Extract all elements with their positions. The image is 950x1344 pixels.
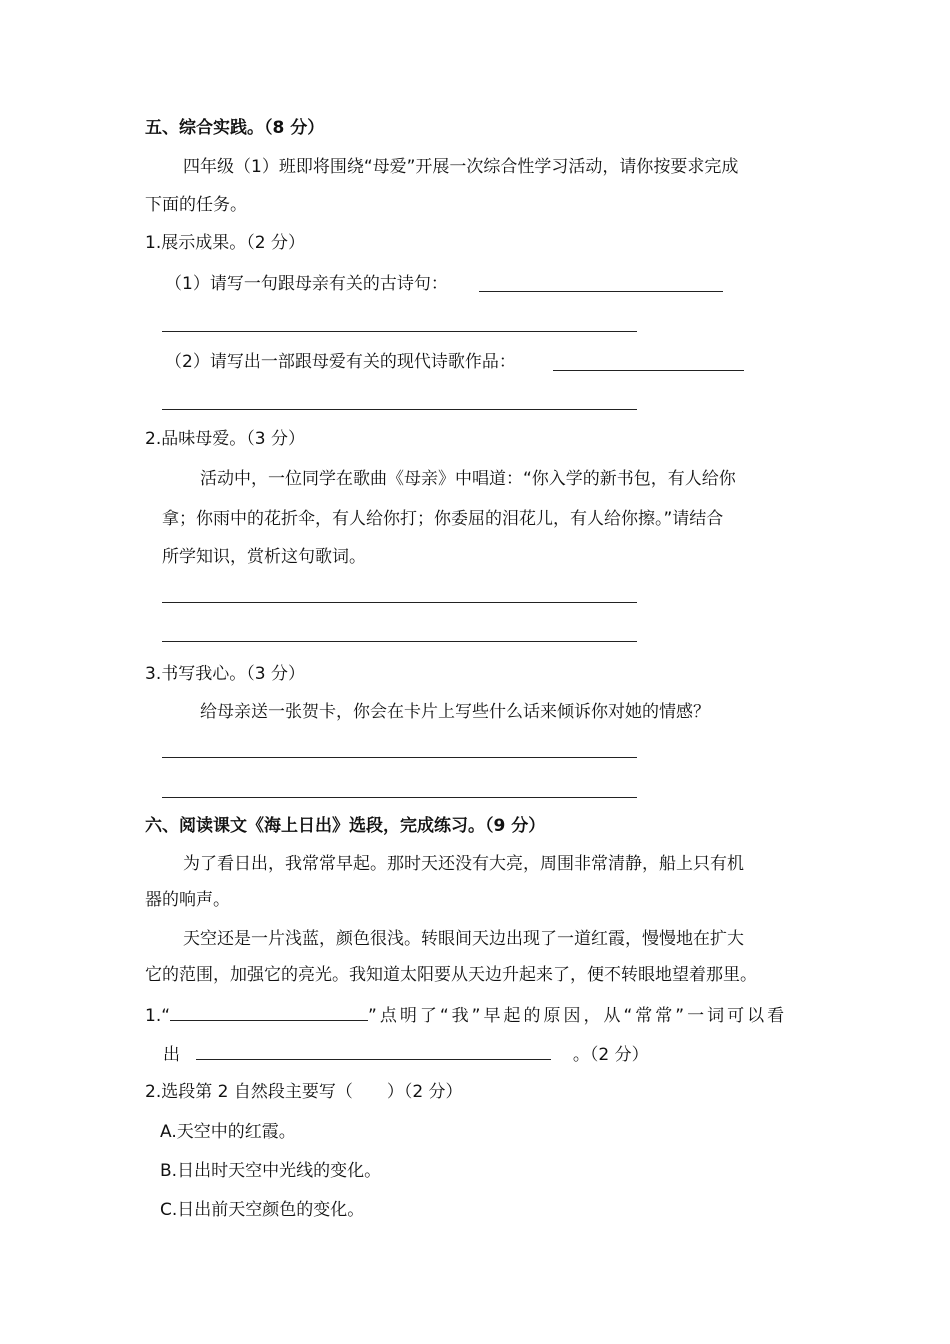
q1-sub2-answer-line[interactable] (553, 370, 744, 371)
q2-lyric-line2: 拿；你雨中的花折伞，有人给你打；你委屈的泪花儿，有人给你擦。”请结合 (162, 509, 724, 529)
section-5-title: 五、综合实践。（8 分） (145, 118, 325, 138)
q2-lyric-line3: 所学知识，赏析这句歌词。 (162, 547, 366, 567)
passage-para2-line1: 天空还是一片浅蓝，颜色很浅。转眼间天边出现了一道红霞，慢慢地在扩大 (183, 929, 744, 949)
s6-q1-line2 (163, 1042, 649, 1066)
s6-q1-line1 (145, 1003, 787, 1027)
section-5-intro-line2: 下面的任务。 (145, 195, 247, 215)
q3-answer-line-2[interactable] (162, 797, 637, 798)
q2-title: 2.品味母爱。（3 分） (145, 429, 305, 449)
s6-q1-prefix: 1.“ (145, 1006, 171, 1026)
s6-q1-blank-1[interactable] (170, 1003, 368, 1021)
q3-prompt: 给母亲送一张贺卡，你会在卡片上写些什么话来倾诉你对她的情感？ (200, 702, 710, 722)
passage-para1-line1: 为了看日出，我常常早起。那时天还没有大亮，周围非常清静，船上只有机 (183, 854, 744, 874)
s6-q1-blank-2[interactable] (196, 1042, 551, 1060)
passage-para2-line2: 它的范围，加强它的亮光。我知道太阳要从天边升起来了，便不转眼地望着那里。 (145, 965, 757, 985)
s6-q2-title: 2.选段第 2 自然段主要写（ ）（2 分） (145, 1082, 463, 1102)
passage-para1-line2: 器的响声。 (145, 890, 230, 910)
s6-q1-line2-suffix: 。（2 分） (572, 1045, 649, 1065)
s6-q2-option-c[interactable]: C.日出前天空颜色的变化。 (160, 1200, 365, 1220)
q2-lyric-line1: 活动中，一位同学在歌曲《母亲》中唱道：“你入学的新书包，有人给你 (200, 469, 736, 489)
q1-sub1-answer-line-2[interactable] (162, 331, 637, 332)
s6-q1-line2-prefix: 出 (163, 1045, 180, 1065)
q1-sub2-prompt: （2）请写出一部跟母爱有关的现代诗歌作品： (165, 352, 516, 372)
q3-answer-line-1[interactable] (162, 757, 637, 758)
s6-q2-option-a[interactable]: A.天空中的红霞。 (160, 1122, 296, 1142)
section-6-title: 六、阅读课文《海上日出》选段，完成练习。（9 分） (145, 816, 546, 836)
q2-answer-line-1[interactable] (162, 602, 637, 603)
section-5-intro-line1: 四年级（1）班即将围绕“母爱”开展一次综合性学习活动，请你按要求完成 (183, 157, 739, 177)
s6-q1-middle: ”点明了“我”早起的原因，从“常常”一词可以看 (368, 1006, 788, 1026)
q3-title: 3.书写我心。（3 分） (145, 664, 305, 684)
s6-q2-option-b[interactable]: B.日出时天空中光线的变化。 (160, 1161, 382, 1181)
q1-title: 1.展示成果。（2 分） (145, 233, 305, 253)
q1-sub2-answer-line-2[interactable] (162, 409, 637, 410)
q1-sub1-prompt: （1）请写一句跟母亲有关的古诗句： (165, 274, 448, 294)
q2-answer-line-2[interactable] (162, 641, 637, 642)
q1-sub1-answer-line[interactable] (479, 291, 723, 292)
